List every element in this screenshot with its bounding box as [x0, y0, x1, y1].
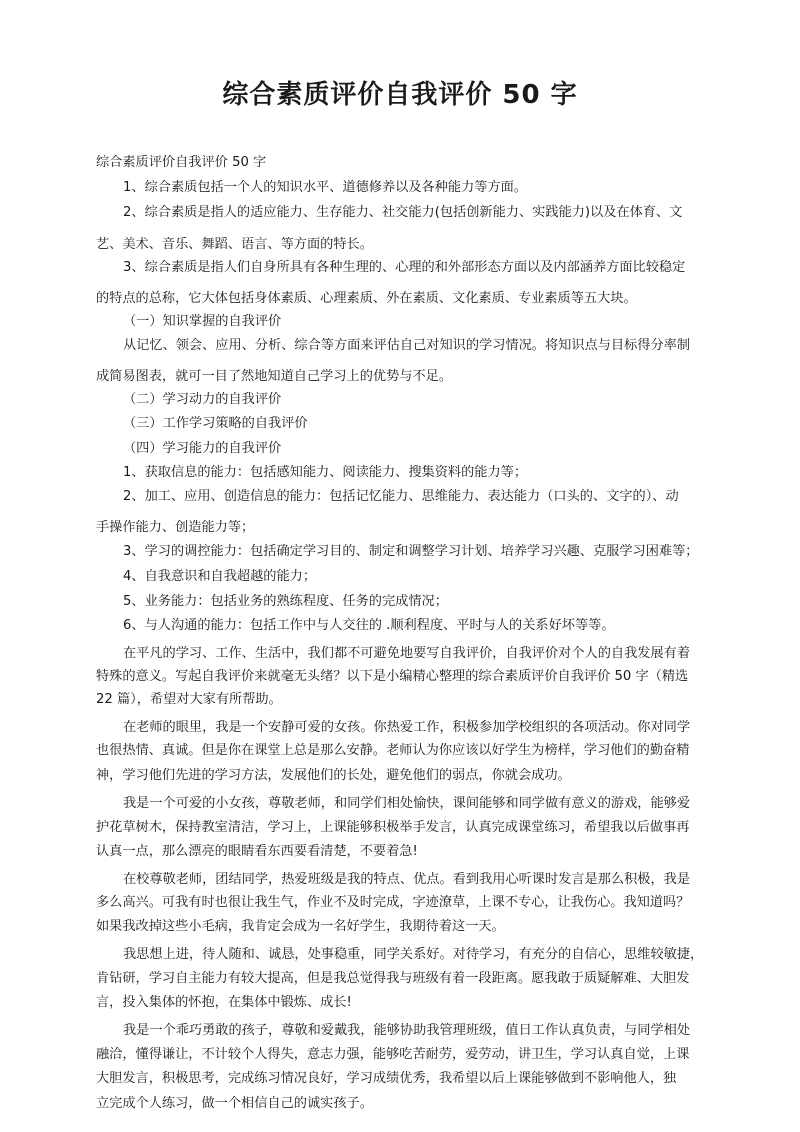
text-line: 2、加工、应用、创造信息的能力：包括记忆能力、思维能力、表达能力（口头的、文字的）、动 [123, 489, 679, 504]
text-line: 言，投入集体的怀抱，在集体中锻炼、成长! [96, 995, 352, 1010]
text-line: 我是一个乖巧勇敢的孩子，尊敬和爱戴我，能够协助我管理班级，值日工作认真负责，与同学相处 [123, 1023, 691, 1038]
text-line: 也很热情、真诚。但是你在课堂上总是那么安静。老师认为你应该以好学生为榜样，学习他们的勤奋精 [96, 743, 690, 758]
text-line: 1、获取信息的能力：包括感知能力、阅读能力、搜集资料的能力等； [123, 465, 528, 480]
text-line: 从记忆、领会、应用、分析、综合等方面来评估自己对知识的学习情况。将知识点与目标得分率制 [123, 338, 691, 353]
text-line: 4、自我意识和自我超越的能力； [123, 569, 317, 584]
text-line: 手操作能力、创造能力等； [96, 520, 255, 535]
text-line: 多么高兴。可我有时也很让我生气，作业不及时完成，字迹潦草，上课不专心，让我伤心。我知道吗？ [96, 895, 690, 910]
text-line: 的特点的总称，它大体包括身体素质、心理素质、外在素质、文化素质、专业素质等五大块。 [96, 291, 637, 306]
text-line: 在平凡的学习、工作、生活中，我们都不可避免地要写自我评价，自我评价对个人的自我发展有着 [123, 646, 691, 661]
text-line: （四）学习能力的自我评价 [123, 441, 282, 456]
text-line: 立完成个人练习，做一个相信自己的诚实孩子。 [96, 1096, 373, 1111]
text-line: 护花草树木，保持教室清洁，学习上，上课能够积极举手发言，认真完成课堂练习，希望我以后做事再 [96, 820, 690, 835]
text-line: 5、业务能力：包括业务的熟练程度、任务的完成情况； [123, 594, 448, 609]
text-line: 融洽，懂得谦让，不计较个人得失，意志力强，能够吃苦耐劳，爱劳动，讲卫生，学习认真自觉，上课 [96, 1047, 690, 1062]
text-line: 在校尊敬老师，团结同学，热爱班级是我的特点、优点。看到我用心听课时发言是那么积极，我是 [123, 872, 691, 887]
text-line: 1、综合素质包括一个人的知识水平、道德修养以及各种能力等方面。 [123, 180, 528, 195]
text-line: 肯钻研，学习自主能力有较大提高，但是我总觉得我与班级有着一段距离。愿我敢于质疑解难、大胆发 [96, 971, 690, 986]
text-line: 特殊的意义。写起自我评价来就毫无头绪？以下是小编精心整理的综合素质评价自我评价 50 字（精选 [96, 669, 689, 684]
text-line: 我思想上进，待人随和、诚恳，处事稳重，同学关系好。对待学习，有充分的自信心，思维较敏捷， [123, 947, 704, 962]
text-line: 在老师的眼里，我是一个安静可爱的女孩。你热爱工作，积极参加学校组织的各项活动。你对同学 [123, 720, 691, 735]
text-line: （一）知识掌握的自我评价 [123, 314, 282, 329]
text-line: 艺、美术、音乐、舞蹈、语言、等方面的特长。 [96, 237, 373, 252]
text-line: 3、学习的调控能力：包括确定学习目的、制定和调整学习计划、培养学习兴趣、克服学习困难等； [123, 544, 699, 559]
text-line: 我是一个可爱的小女孩，尊敬老师，和同学们相处愉快，课间能够和同学做有意义的游戏，能够爱 [123, 796, 691, 811]
text-line: （二）学习动力的自我评价 [123, 392, 282, 407]
text-line: 如果我改掉这些小毛病，我肯定会成为一名好学生，我期待着这一天。 [96, 919, 505, 934]
document-title: 综合素质评价自我评价 50 字 [222, 80, 578, 110]
text-line: 成简易图表，就可一目了然地知道自己学习上的优势与不足。 [96, 369, 453, 384]
text-line: 大胆发言，积极思考，完成练习情况良好，学习成绩优秀，我希望以后上课能够做到不影响他人，独 [96, 1071, 677, 1086]
text-line: 6、与人沟通的能力：包括工作中与人交往的 .顺利程度、平时与人的关系好坏等等。 [123, 618, 615, 633]
text-line: 神，学习他们先进的学习方法，发展他们的长处，避免他们的弱点，你就会成功。 [96, 768, 571, 783]
text-line: 认真一点，那么漂亮的眼睛看东西要看清楚，不要着急! [96, 844, 418, 859]
text-line: 22 篇），希望对大家有所帮助。 [96, 692, 282, 707]
text-line: （三）工作学习策略的自我评价 [123, 416, 308, 431]
text-line: 3、综合素质是指人们自身所具有各种生理的、心理的和外部形态方面以及内部涵养方面比较稳定 [123, 260, 686, 275]
text-line: 2、综合素质是指人的适应能力、生存能力、社交能力(包括创新能力、实践能力)以及在体育、文 [123, 205, 683, 220]
text-line: 综合素质评价自我评价 50 字 [96, 155, 267, 170]
